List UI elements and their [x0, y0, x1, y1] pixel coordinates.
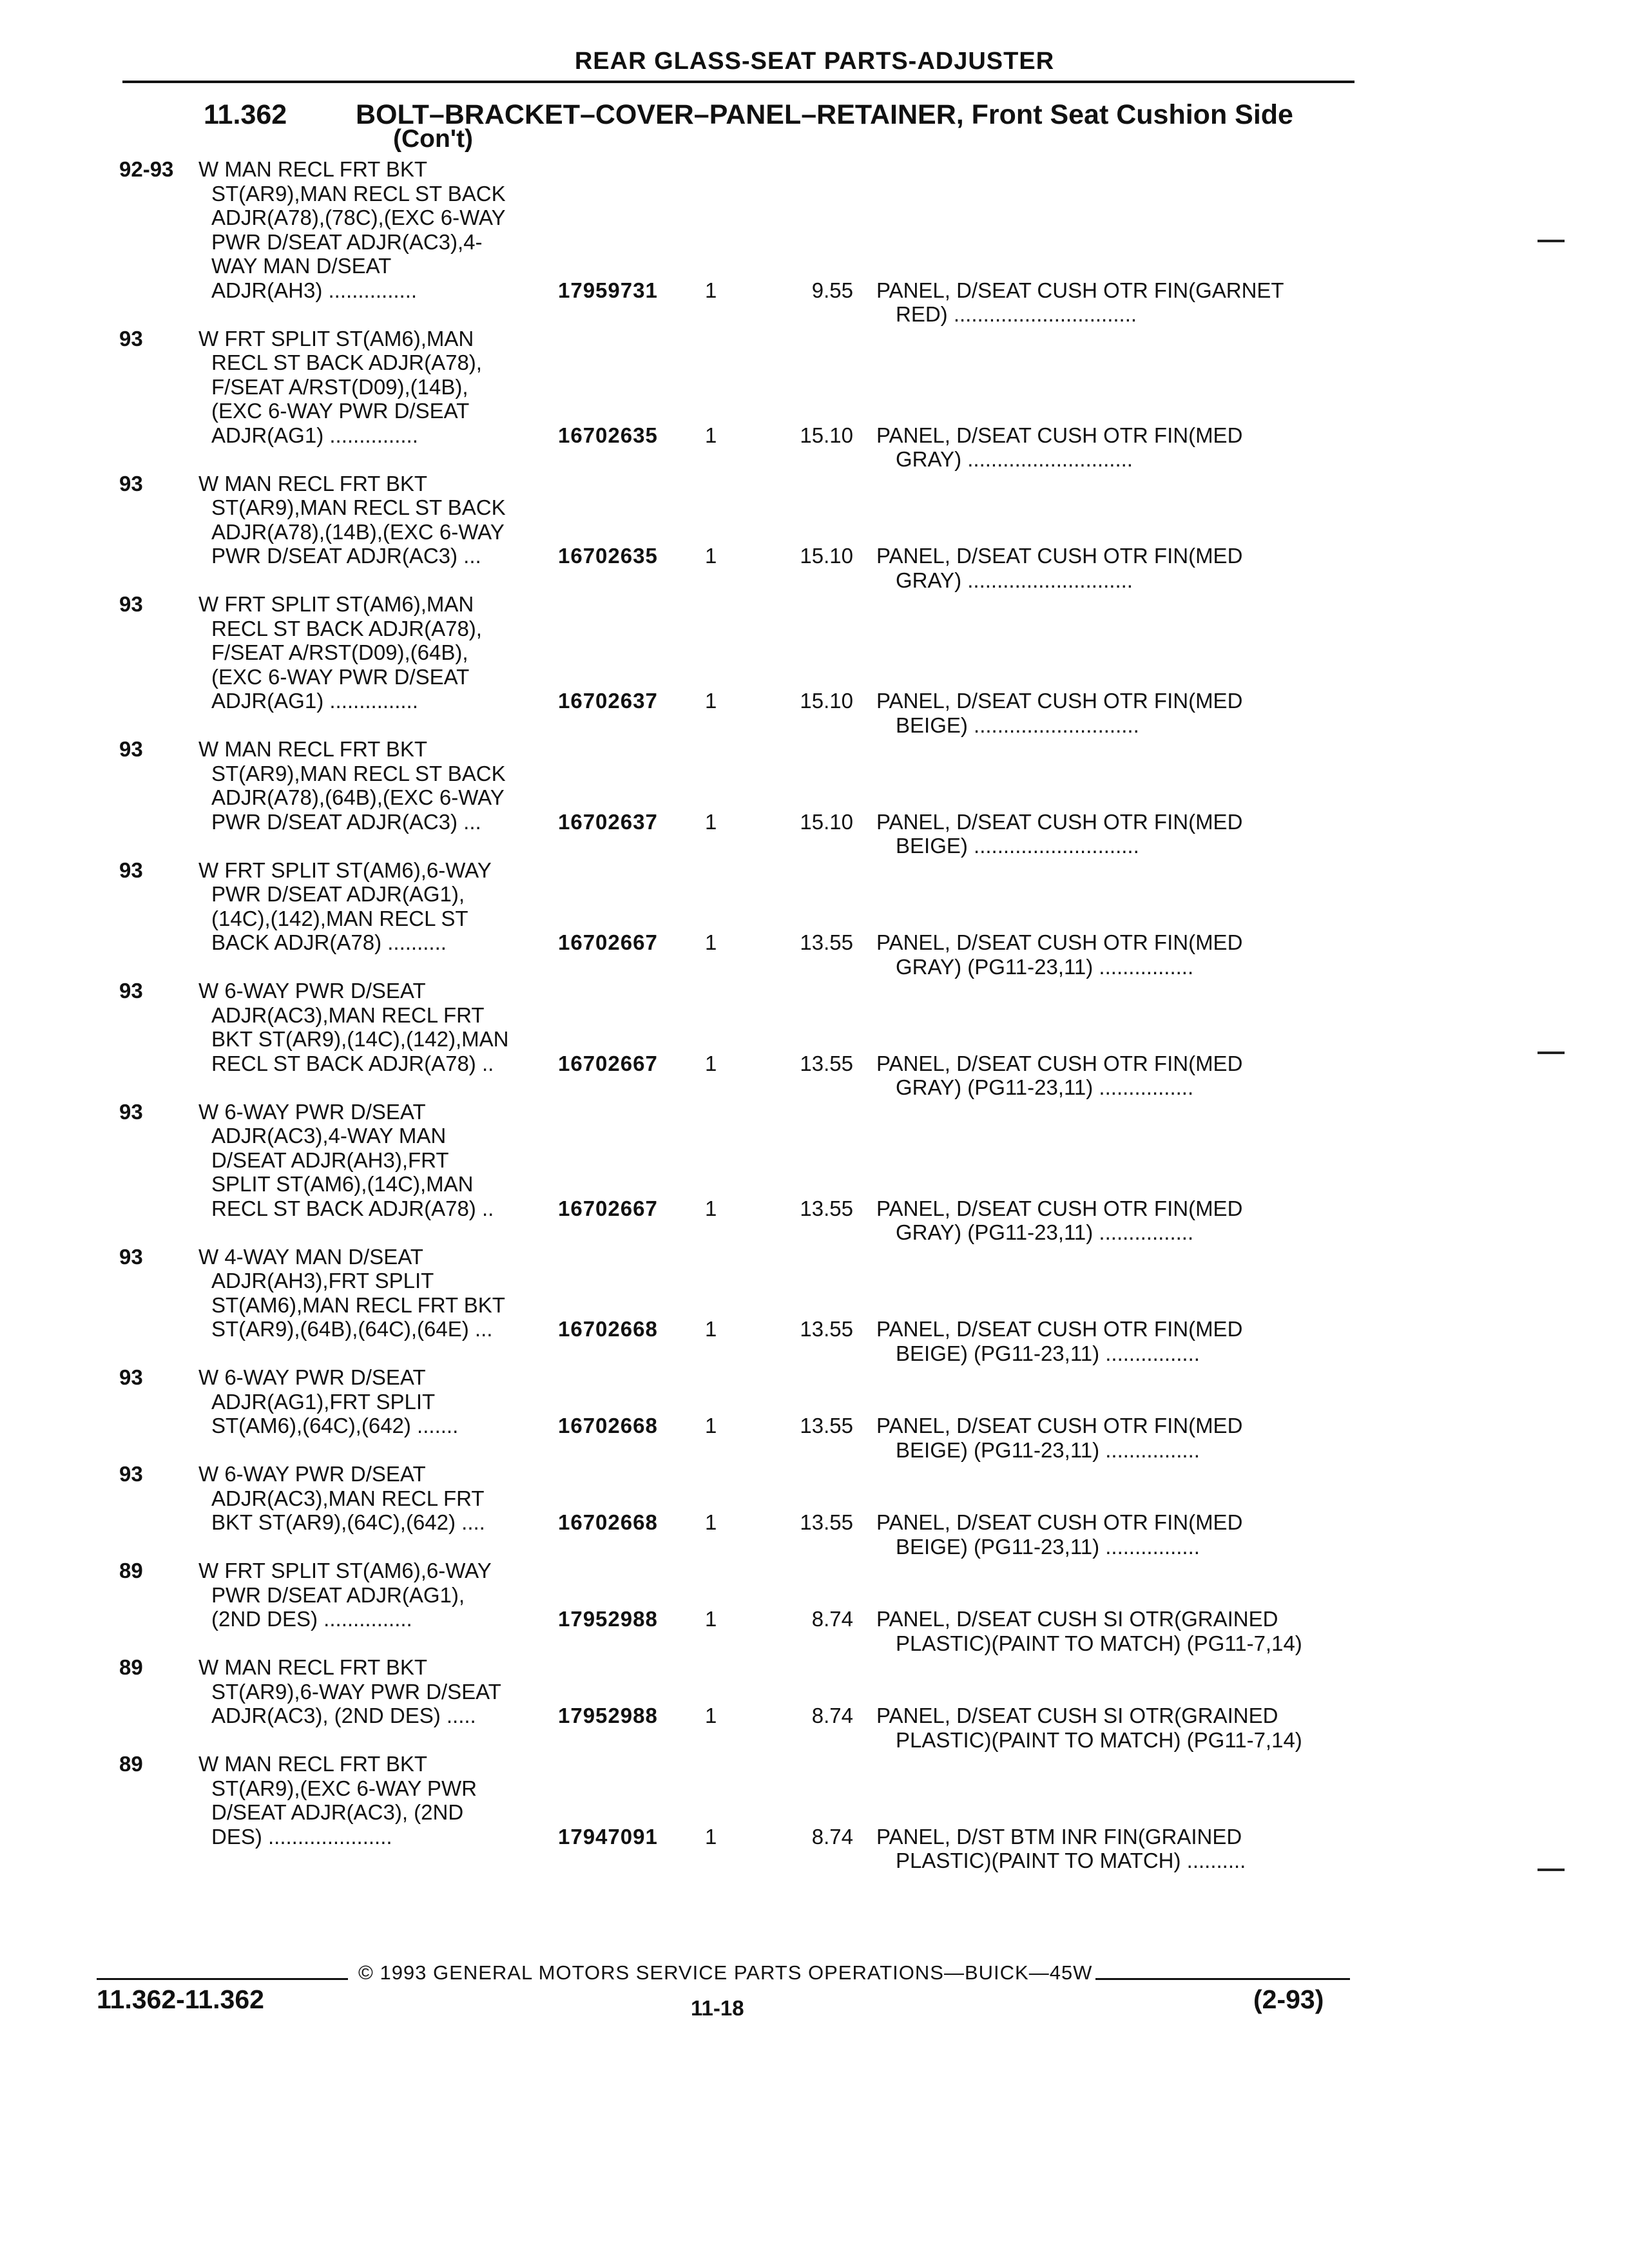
usage-description-line: ADJR(AH3),FRT SPLIT	[211, 1269, 434, 1293]
usage-description-line: ADJR(AC3),MAN RECL FRT	[211, 1486, 485, 1510]
part-number: 16702667	[558, 1051, 658, 1075]
usage-description-line: F/SEAT A/RST(D09),(14B),	[211, 374, 468, 399]
part-description-line: PANEL, D/SEAT CUSH OTR FIN(MED	[876, 544, 1243, 568]
entry-usage-year: 93	[119, 1462, 143, 1486]
part-number: 17952988	[558, 1607, 658, 1631]
entry-usage-description	[198, 858, 849, 955]
parts-entry	[0, 1245, 1629, 1366]
part-quantity: 1	[705, 809, 717, 834]
usage-description-line: PWR D/SEAT ADJR(AG1),	[211, 1582, 465, 1607]
part-description-line: BEIGE) ............................	[896, 834, 1139, 858]
usage-description-line: PWR D/SEAT ADJR(AC3),4-	[211, 229, 483, 254]
usage-description-line: ST(AR9),6-WAY PWR D/SEAT	[211, 1679, 501, 1704]
part-number: 16702637	[558, 689, 658, 713]
usage-description-line: BACK ADJR(A78) ..........	[211, 930, 447, 954]
section-title: BOLT–BRACKET–COVER–PANEL–RETAINER, Front Seat Cushion Side	[356, 99, 1293, 130]
entry-usage-year: 89	[119, 1559, 143, 1582]
part-price: 13.55	[800, 930, 853, 954]
usage-description-line: ADJR(A78),(64B),(EXC 6-WAY	[211, 785, 505, 809]
part-description-line: PANEL, D/SEAT CUSH OTR FIN(MED	[876, 1196, 1243, 1220]
part-description-line: PLASTIC)(PAINT TO MATCH) (PG11-7,14)	[896, 1631, 1302, 1655]
entry-usage-year: 93	[119, 737, 143, 761]
part-description-line: PANEL, D/SEAT CUSH OTR FIN(MED	[876, 1317, 1243, 1341]
usage-description-line: ST(AR9),MAN RECL ST BACK	[211, 181, 506, 206]
margin-mark	[1537, 240, 1565, 242]
part-quantity: 1	[705, 1317, 717, 1341]
part-description-line: PANEL, D/SEAT CUSH OTR FIN(MED	[876, 689, 1243, 713]
footer-rule	[1095, 1978, 1350, 1980]
footer-copyright: © 1993 GENERAL MOTORS SERVICE PARTS OPERATIONS—BUICK—45W	[358, 1961, 1093, 1984]
parts-entry	[0, 157, 1629, 327]
entry-usage-year: 89	[119, 1752, 143, 1776]
part-description-line: PANEL, D/SEAT CUSH OTR FIN(MED	[876, 1414, 1243, 1437]
part-quantity: 1	[705, 544, 717, 568]
usage-description-line: PWR D/SEAT ADJR(AC3) ...	[211, 809, 481, 834]
footer-rule	[97, 1978, 348, 1980]
usage-description-line: W 6-WAY PWR D/SEAT	[198, 979, 426, 1003]
entry-usage-description	[198, 472, 849, 568]
entry-usage-description	[198, 1655, 849, 1728]
part-description-line: BEIGE) (PG11-23,11) ................	[896, 1437, 1200, 1462]
usage-description-line: ADJR(AC3),4-WAY MAN	[211, 1124, 447, 1148]
entry-usage-year: 93	[119, 471, 143, 495]
part-number: 16702635	[558, 544, 658, 568]
part-quantity: 1	[705, 278, 717, 302]
usage-description-line: ST(AR9),MAN RECL ST BACK	[211, 495, 506, 519]
entry-usage-year: 93	[119, 1365, 143, 1389]
part-price: 13.55	[800, 1510, 853, 1534]
part-price: 13.55	[800, 1051, 853, 1075]
usage-description-line: WAY MAN D/SEAT	[211, 254, 392, 278]
part-description-line: GRAY) ............................	[896, 447, 1133, 471]
part-number: 16702637	[558, 809, 658, 834]
entry-usage-year: 93	[119, 1244, 143, 1269]
parts-entry	[0, 858, 1629, 979]
entry-usage-year: 92-93	[119, 157, 174, 181]
part-quantity: 1	[705, 1051, 717, 1075]
parts-list	[0, 157, 1629, 1873]
part-number: 16702668	[558, 1414, 658, 1437]
part-description-line: BEIGE) (PG11-23,11) ................	[896, 1341, 1200, 1365]
part-description-line: BEIGE) ............................	[896, 713, 1139, 737]
usage-description-line: RECL ST BACK ADJR(A78) ..	[211, 1051, 494, 1075]
usage-description-line: W FRT SPLIT ST(AM6),6-WAY	[198, 858, 492, 882]
parts-entry	[0, 1559, 1629, 1655]
usage-description-line: D/SEAT ADJR(AH3),FRT	[211, 1148, 449, 1172]
part-description-line: GRAY) (PG11-23,11) ................	[896, 1075, 1194, 1099]
part-description-line: PANEL, D/SEAT CUSH SI OTR(GRAINED	[876, 1607, 1278, 1631]
part-number: 17947091	[558, 1824, 658, 1849]
entry-usage-year: 93	[119, 858, 143, 882]
header-rule	[122, 81, 1354, 83]
usage-description-line: W FRT SPLIT ST(AM6),MAN	[198, 326, 474, 351]
usage-description-line: ADJR(AH3) ...............	[211, 278, 418, 302]
part-quantity: 1	[705, 1196, 717, 1220]
part-description	[876, 810, 1366, 858]
part-description-line: RED) ...............................	[896, 302, 1137, 326]
part-quantity: 1	[705, 689, 717, 713]
part-price: 15.10	[800, 544, 853, 568]
part-quantity: 1	[705, 1607, 717, 1631]
part-description	[876, 930, 1366, 979]
usage-description-line: BKT ST(AR9),(64C),(642) ....	[211, 1510, 485, 1534]
usage-description-line: ADJR(AG1) ...............	[211, 689, 418, 713]
usage-description-line: ADJR(AC3),MAN RECL FRT	[211, 1003, 485, 1027]
footer-date-code: (2-93)	[1253, 1984, 1324, 2014]
usage-description-line: DES) .....................	[211, 1824, 392, 1849]
parts-entry	[0, 979, 1629, 1100]
margin-mark	[1537, 1869, 1565, 1871]
part-quantity: 1	[705, 1414, 717, 1437]
entry-usage-description	[198, 592, 849, 713]
part-number: 16702667	[558, 930, 658, 954]
part-quantity: 1	[705, 423, 717, 447]
entry-usage-year: 89	[119, 1655, 143, 1679]
part-price: 8.74	[811, 1824, 853, 1849]
part-description	[876, 1607, 1366, 1655]
entry-usage-year: 93	[119, 979, 143, 1003]
usage-description-line: (14C),(142),MAN RECL ST	[211, 906, 468, 930]
entry-usage-year: 93	[119, 1099, 143, 1124]
part-number: 17959731	[558, 278, 658, 302]
part-description	[876, 1317, 1366, 1365]
part-description	[876, 1825, 1366, 1873]
usage-description-line: F/SEAT A/RST(D09),(64B),	[211, 640, 468, 664]
usage-description-line: PWR D/SEAT ADJR(AC3) ...	[211, 544, 481, 568]
usage-description-line: W MAN RECL FRT BKT	[198, 737, 428, 761]
section-number: 11.362	[204, 99, 287, 130]
part-description	[876, 1052, 1366, 1100]
usage-description-line: W FRT SPLIT ST(AM6),MAN	[198, 592, 474, 616]
parts-entry	[0, 1365, 1629, 1462]
parts-entry	[0, 327, 1629, 472]
part-number: 16702635	[558, 423, 658, 447]
usage-description-line: (2ND DES) ...............	[211, 1607, 412, 1631]
part-price: 13.55	[800, 1414, 853, 1437]
part-description-line: PANEL, D/SEAT CUSH OTR FIN(MED	[876, 1510, 1243, 1534]
entry-usage-description	[198, 1365, 849, 1438]
entry-usage-description	[198, 327, 849, 448]
entry-usage-year: 93	[119, 592, 143, 616]
entry-usage-description	[198, 1559, 849, 1631]
part-number: 16702667	[558, 1196, 658, 1220]
usage-description-line: ST(AR9),(64B),(64C),(64E) ...	[211, 1317, 493, 1341]
entry-usage-description	[198, 1245, 849, 1341]
usage-description-line: ADJR(A78),(78C),(EXC 6-WAY	[211, 206, 506, 229]
usage-description-line: ST(AR9),(EXC 6-WAY PWR	[211, 1776, 477, 1800]
parts-entry	[0, 472, 1629, 593]
part-description	[876, 689, 1366, 737]
entry-usage-description	[198, 1462, 849, 1535]
part-description	[876, 1704, 1366, 1752]
part-description-line: PANEL, D/SEAT CUSH OTR FIN(MED	[876, 809, 1243, 834]
part-description-line: PANEL, D/SEAT CUSH OTR FIN(MED	[876, 930, 1243, 954]
parts-entry	[0, 1752, 1629, 1873]
parts-entry	[0, 1462, 1629, 1559]
part-quantity: 1	[705, 1824, 717, 1849]
usage-description-line: ST(AR9),MAN RECL ST BACK	[211, 761, 506, 785]
usage-description-line: RECL ST BACK ADJR(A78) ..	[211, 1196, 494, 1220]
part-price: 8.74	[811, 1704, 853, 1727]
usage-description-line: ST(AM6),MAN RECL FRT BKT	[211, 1293, 505, 1317]
part-description	[876, 1196, 1366, 1245]
usage-description-line: W 6-WAY PWR D/SEAT	[198, 1462, 426, 1486]
part-description-line: GRAY) (PG11-23,11) ................	[896, 1220, 1194, 1244]
usage-description-line: SPLIT ST(AM6),(14C),MAN	[211, 1172, 474, 1196]
part-description-line: GRAY) (PG11-23,11) ................	[896, 954, 1194, 979]
entry-usage-description	[198, 1100, 849, 1221]
usage-description-line: W MAN RECL FRT BKT	[198, 157, 428, 181]
part-quantity: 1	[705, 1510, 717, 1534]
part-description	[876, 544, 1366, 592]
part-description	[876, 278, 1366, 327]
usage-description-line: PWR D/SEAT ADJR(AG1),	[211, 882, 465, 906]
part-description-line: PANEL, D/SEAT CUSH SI OTR(GRAINED	[876, 1704, 1278, 1727]
part-price: 9.55	[811, 278, 853, 302]
entry-usage-description	[198, 1752, 849, 1849]
usage-description-line: RECL ST BACK ADJR(A78),	[211, 616, 482, 640]
usage-description-line: ST(AM6),(64C),(642) .......	[211, 1414, 459, 1437]
entry-usage-description	[198, 979, 849, 1075]
part-description-line: PANEL, D/SEAT CUSH OTR FIN(GARNET	[876, 278, 1284, 302]
section-title-continued: (Con't)	[393, 125, 474, 153]
part-number: 16702668	[558, 1510, 658, 1534]
part-description-line: GRAY) ............................	[896, 568, 1133, 592]
part-price: 13.55	[800, 1196, 853, 1220]
parts-entry	[0, 1655, 1629, 1752]
usage-description-line: RECL ST BACK ADJR(A78),	[211, 351, 482, 374]
part-quantity: 1	[705, 1704, 717, 1727]
part-description-line: PANEL, D/SEAT CUSH OTR FIN(MED	[876, 423, 1243, 447]
usage-description-line: ADJR(AG1),FRT SPLIT	[211, 1389, 436, 1414]
part-quantity: 1	[705, 930, 717, 954]
usage-description-line: W MAN RECL FRT BKT	[198, 1655, 428, 1679]
usage-description-line: W MAN RECL FRT BKT	[198, 471, 428, 495]
usage-description-line: (EXC 6-WAY PWR D/SEAT	[211, 399, 470, 423]
footer-section-range: 11.362-11.362	[97, 1984, 264, 2014]
parts-entry	[0, 737, 1629, 858]
usage-description-line: BKT ST(AR9),(14C),(142),MAN	[211, 1027, 509, 1051]
part-description-line: PLASTIC)(PAINT TO MATCH) (PG11-7,14)	[896, 1727, 1302, 1752]
part-description	[876, 423, 1366, 472]
page-header-title: REAR GLASS-SEAT PARTS-ADJUSTER	[574, 48, 1055, 75]
part-description-line: PANEL, D/SEAT CUSH OTR FIN(MED	[876, 1051, 1243, 1075]
usage-description-line: W FRT SPLIT ST(AM6),6-WAY	[198, 1559, 492, 1582]
part-description-line: PLASTIC)(PAINT TO MATCH) ..........	[896, 1849, 1246, 1872]
part-description-line: PANEL, D/ST BTM INR FIN(GRAINED	[876, 1824, 1242, 1849]
part-number: 16702668	[558, 1317, 658, 1341]
usage-description-line: D/SEAT ADJR(AC3), (2ND	[211, 1800, 464, 1824]
parts-entry	[0, 1100, 1629, 1245]
usage-description-line: ADJR(AC3), (2ND DES) .....	[211, 1704, 476, 1727]
part-price: 15.10	[800, 689, 853, 713]
usage-description-line: (EXC 6-WAY PWR D/SEAT	[211, 664, 470, 689]
parts-entry	[0, 592, 1629, 737]
usage-description-line: W MAN RECL FRT BKT	[198, 1752, 428, 1776]
entry-usage-description	[198, 157, 849, 302]
entry-usage-year: 93	[119, 326, 143, 351]
part-description-line: BEIGE) (PG11-23,11) ................	[896, 1534, 1200, 1559]
usage-description-line: ADJR(AG1) ...............	[211, 423, 418, 447]
margin-mark	[1537, 1052, 1565, 1054]
part-price: 13.55	[800, 1317, 853, 1341]
usage-description-line: W 4-WAY MAN D/SEAT	[198, 1244, 423, 1269]
footer-page-number: 11-18	[691, 1996, 744, 2020]
usage-description-line: W 6-WAY PWR D/SEAT	[198, 1099, 426, 1124]
part-price: 15.10	[800, 809, 853, 834]
part-number: 17952988	[558, 1704, 658, 1727]
usage-description-line: W 6-WAY PWR D/SEAT	[198, 1365, 426, 1389]
entry-usage-description	[198, 737, 849, 834]
part-price: 8.74	[811, 1607, 853, 1631]
part-description	[876, 1414, 1366, 1462]
part-price: 15.10	[800, 423, 853, 447]
usage-description-line: ADJR(A78),(14B),(EXC 6-WAY	[211, 519, 505, 544]
part-description	[876, 1510, 1366, 1559]
